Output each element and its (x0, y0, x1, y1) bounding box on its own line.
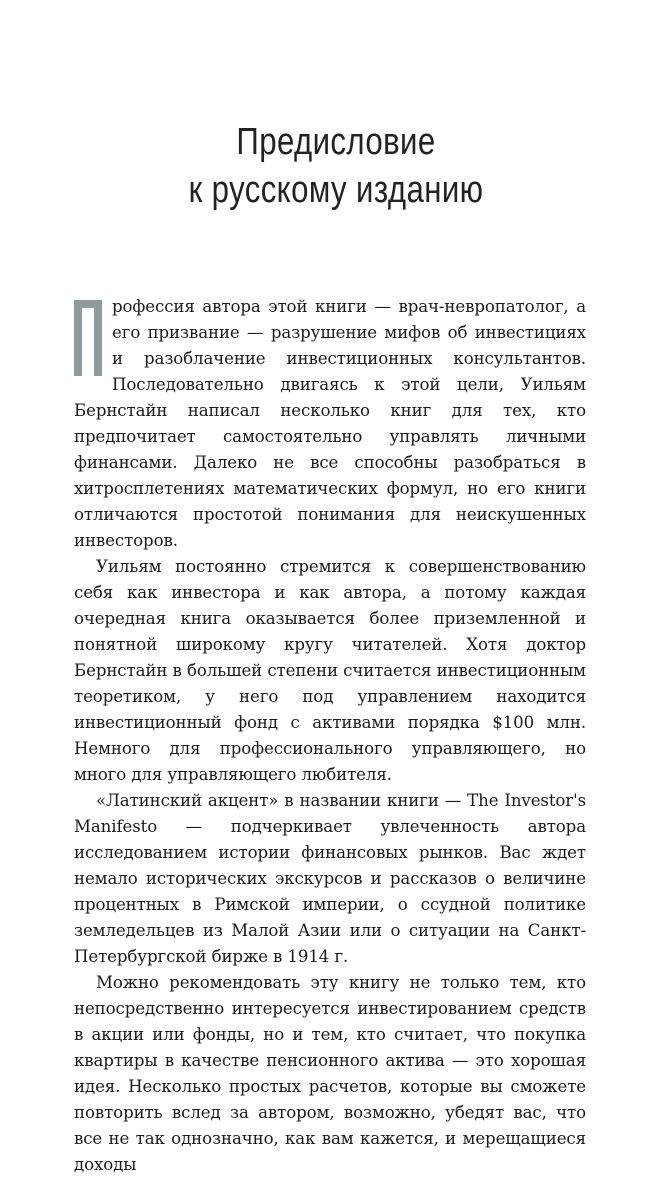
paragraph-1-text: рофессия автора этой книги — врач-невропатолог, а его призвание — разрушение мифов об инвестициях и разоблачение инвестиционных консультантов. Последовательно двигаясь к этой цели, Уильям Бернстайн написал несколько книг для тех, кто предпочитает самостоятельно управлять личными финансами. Далеко не все способны разобраться в хитросплетениях математических формул, но его книги отличаются простотой понимания для неискушенных инвесторов. (74, 297, 586, 550)
title-line-1: Предисловие (236, 121, 436, 163)
body-text (74, 294, 586, 1178)
title-line-2: к русскому изданию (188, 169, 484, 211)
paragraph-4: Можно рекомендовать эту книгу не только тем, кто непосредственно интересуется инвестированием средств в акции или фонды, но и тем, кто считает, что покупка квартиры в качестве пенсионного актива — это хорошая идея. Несколько простых расчетов, которые вы сможете повторить вслед за автором, возможно, убедят вас, что все не так однозначно, как вам кажется, и мерещащиеся доходы (74, 973, 586, 1174)
paragraph-1 (74, 294, 586, 554)
paragraph-3: «Латинский акцент» в названии книги — The Investor's Manifesto — подчеркивает увлеченность автора исследованием истории финансовых рынков. Вас ждет немало исторических экскурсов и рассказов о величине процентных в Римской империи, о ссудной политике земледельцев из Малой Азии или о ситуации на Санкт-Петербургской бирже в 1914 г. (74, 791, 586, 966)
page-title (0, 118, 672, 214)
dropcap-letter (74, 300, 102, 376)
paragraph-2: Уильям постоянно стремится к совершенствованию себя как инвестора и как автора, а потому каждая очередная книга оказывается более приземленной и понятной широкому кругу читателей. Хотя доктор Бернстайн в большей степени считается инвестиционным теоретиком, у него под управлением находится инвестиционный фонд с активами порядка $100 млн. Немного для профессионального управляющего, но много для управляющего любителя. (74, 557, 586, 784)
